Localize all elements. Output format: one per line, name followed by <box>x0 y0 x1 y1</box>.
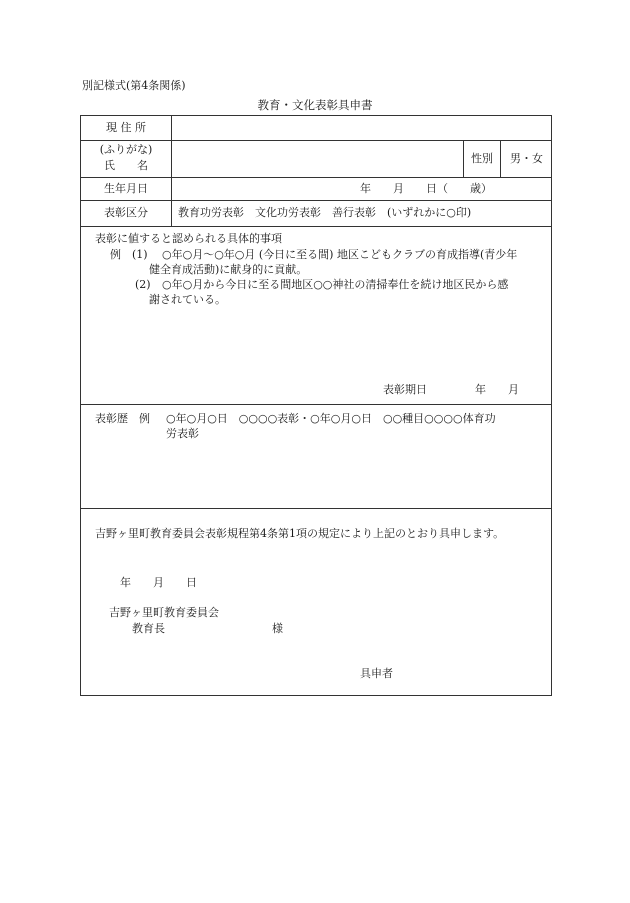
name-label: 氏 名 <box>104 159 148 172</box>
birth-date-label: 生年月日 <box>104 182 148 195</box>
birth-date-fields[interactable]: 年 月 日（ 歳） <box>360 182 492 195</box>
fact-item-text: ○年○月から今日に至る間地区○○神社の清掃奉仕を続け地区民から感 <box>162 278 509 291</box>
award-history-label: 表彰歴 例 <box>95 412 150 425</box>
example-label: 例 <box>110 248 121 261</box>
award-history-text: ○年○月○日 ○○○○表彰・○年○月○日 ○○種目○○○○体育功 <box>166 412 496 425</box>
row-divider <box>80 177 552 178</box>
gender-label: 性別 <box>471 152 493 165</box>
award-category-label: 表彰区分 <box>104 206 148 219</box>
fact-item-number: (2) <box>135 278 151 291</box>
row-divider <box>80 404 552 405</box>
gender-options[interactable]: 男・女 <box>510 152 543 165</box>
furigana-label: (ふりがな) <box>99 143 153 156</box>
form-title: 教育・文化表彰具申書 <box>257 98 373 112</box>
fact-item-text: 謝されている。 <box>149 293 226 306</box>
award-period-fields[interactable]: 年 月 <box>475 383 519 396</box>
award-category-options[interactable]: 教育功労表彰 文化功労表彰 善行表彰 (いずれかに○印) <box>178 206 472 219</box>
award-period-label: 表彰期日 <box>383 383 427 396</box>
address-field[interactable] <box>172 116 551 140</box>
name-field[interactable] <box>172 141 463 177</box>
row-divider <box>80 508 552 509</box>
fact-item-text: 健全育成活動)に献身的に貢献。 <box>149 263 308 276</box>
honorific-label: 様 <box>272 622 283 635</box>
award-history-text: 労表彰 <box>166 427 199 440</box>
row-divider <box>80 200 552 201</box>
applicant-label: 具申者 <box>360 667 393 680</box>
fact-item-text: ○年○月～○年○月 (今日に至る間) 地区こどもクラブの育成指導(青少年 <box>162 248 518 261</box>
row-divider <box>80 226 552 227</box>
facts-heading: 表彰に値すると認められる具体的事項 <box>95 232 282 245</box>
superintendent-label: 教育長 <box>132 622 165 635</box>
form-label: 別記様式(第4条関係) <box>82 79 186 92</box>
address-label: 現 住 所 <box>106 121 146 134</box>
fact-item-number: (1) <box>132 248 148 261</box>
board-name: 吉野ヶ里町教育委員会 <box>109 606 219 619</box>
declaration-text: 吉野ヶ里町教育委員会表彰規程第4条第1項の規定により上記のとおり具申します。 <box>95 527 505 540</box>
declaration-date[interactable]: 年 月 日 <box>120 576 197 589</box>
